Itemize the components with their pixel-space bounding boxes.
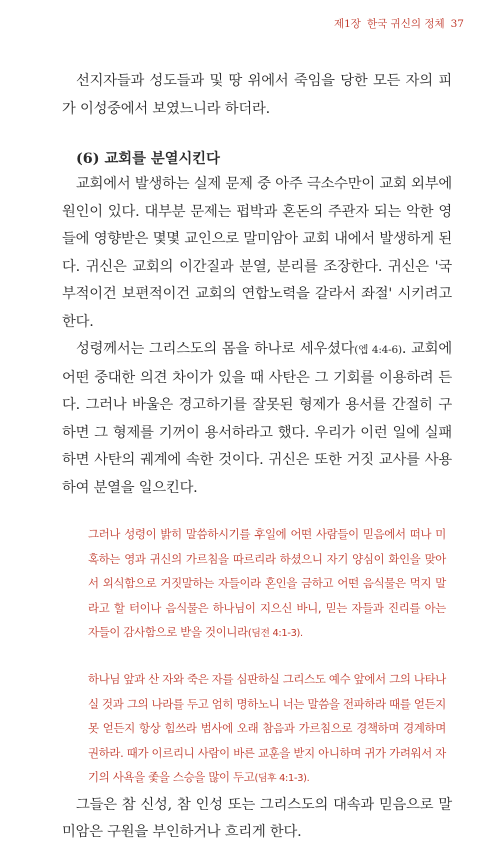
page-body — [62, 68, 452, 847]
scripture-quote-2 — [88, 667, 446, 792]
section-heading: (6) 교회를 분열시킨다 — [76, 151, 220, 167]
scripture-quote-1 — [88, 522, 446, 647]
body-paragraph-1: 교회에서 발생하는 실제 문제 중 아주 극소수만이 교회 외부에 원인이 있다. 대부분 문제는 펍박과 혼돈의 주관자 되는 악한 영들에 영향받은 몇몇 교인으로 말미암아 교회 내에서 발생하게 된다. 귀신은 교회의 이간질과 분열, 분리를 조장한다. 귀신은 '국부적이건 보편적이건 교회의 연합노력을 갈라서 좌절' 시키려고 한다. — [62, 176, 452, 330]
closing-paragraph: 그들은 참 신성, 참 인성 또는 그리스도의 대속과 믿음으로 말미암은 구원을 부인하거나 흐리게 한다. — [62, 796, 452, 841]
intro-paragraph: 선지자들과 성도들과 및 땅 위에서 죽임을 당한 모든 자의 피가 이성중에서 보였느니라 하더라. — [62, 73, 452, 117]
scripture-quote-2-reference: (딤후 4:1-3). — [254, 773, 310, 785]
page-number: 37 — [450, 18, 464, 30]
scripture-quote-1-reference: (딤전 4:1-3). — [247, 628, 303, 640]
scripture-reference: (엡 4:4-6) — [354, 344, 402, 356]
chapter-title: 한국 귀신의 정체 — [366, 18, 445, 30]
scripture-quote-1-text: 그러나 성령이 밝히 말씀하시기를 후일에 어떤 사람들이 믿음에서 떠나 미혹하는 영과 귀신의 가르침을 따르리라 하셨으니 자기 양심이 화인을 맞아서 외식함으로 거짓말하는 자들이라 혼인을 금하고 어떤 음식물은 먹지 말라고 할 터이나 음식물은 하나님이 지으신 바니, 믿는 자들과 진리를 아는 자들이 감사함으로 받을 것이니라 — [88, 527, 446, 640]
body-paragraph-2-text-a: 성령께서는 그리스도의 몸을 하나로 세우셨다 — [76, 341, 355, 357]
body-paragraph-2-text-b: . 교회에 어떤 중대한 의견 차이가 있을 때 사탄은 그 기회를 이용하려 든다. 그러나 바울은 경고하기를 잘못된 형제가 용서를 간절히 구하면 그 형제를 기꺼이 용서하라고 했다. 우리가 이런 일에 실패하면 사탄의 궤계에 속한 것이다. 귀신은 또한 거짓 교사를 사용하여 분열을 일으킨다. — [62, 341, 452, 496]
running-header — [334, 16, 464, 31]
scripture-quote-2-text: 하나님 앞과 산 자와 죽은 자를 심판하실 그리스도 예수 앞에서 그의 나타나실 것과 그의 나라를 두고 엄히 명하노니 너는 말씀을 전파하라 때를 얻든지 못 얻든지 항상 힘쓰라 범사에 오래 참음과 가르침으로 경책하며 경계하며 권하라. 때가 이르리니 사람이 바른 교훈을 받지 아니하며 귀가 가려워서 자기의 사욕을 좇을 스승을 많이 두고 — [88, 671, 446, 785]
body-paragraph-2 — [62, 336, 452, 502]
chapter-label: 제1장 — [333, 18, 361, 30]
